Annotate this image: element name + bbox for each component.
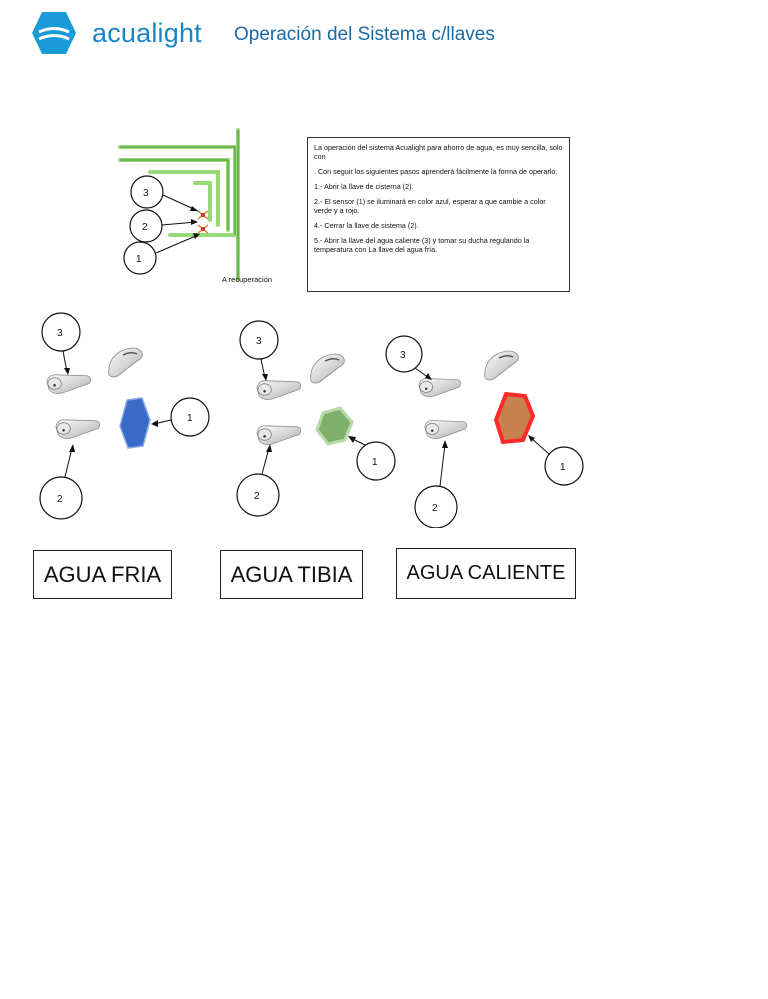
callout-2-number: 2 (142, 222, 148, 233)
cold-water-lever-icon (257, 426, 301, 445)
callout-2-number: 2 (57, 494, 63, 505)
panel-agua-tibia (225, 318, 405, 528)
sensor-hexagon-icon (317, 408, 352, 444)
callout-3-number: 3 (143, 188, 149, 199)
instructions-box (307, 137, 570, 292)
diagram-caption: A recuperación (222, 275, 273, 284)
hot-water-lever-icon (257, 381, 301, 400)
callout-2 (237, 444, 279, 516)
callout-2 (40, 444, 82, 519)
callout-1-number: 1 (187, 413, 193, 424)
hot-water-lever-icon (419, 379, 461, 397)
panel-agua-caliente (385, 318, 585, 528)
instruction-intro: La operación del sistema Acualight para ahorro de agua, es muy sencilla, solo con (314, 143, 563, 161)
callout-2-number: 2 (432, 503, 438, 514)
callout-2-number: 2 (254, 491, 260, 502)
shower-spout-icon (485, 351, 519, 380)
callout-1-number: 1 (136, 254, 142, 265)
callout-3 (240, 321, 278, 381)
callout-3-number: 3 (256, 336, 262, 347)
callout-3 (131, 176, 198, 211)
logo-hexagon-icon (30, 10, 78, 56)
instruction-step: 1.- Abrir la llave de cisterna (2). (314, 182, 414, 191)
callout-2 (130, 210, 198, 242)
cold-water-lever-icon (56, 420, 100, 439)
shower-spout-icon (109, 348, 143, 377)
callout-1 (151, 398, 209, 436)
label-agua-tibia: AGUA TIBIA (220, 550, 363, 599)
callout-1-number: 1 (560, 462, 566, 473)
callout-1 (528, 435, 583, 485)
sensor-hexagon-icon (496, 394, 533, 442)
callout-3 (386, 336, 432, 380)
pipe-diagram (110, 125, 300, 285)
sensor-hexagon-icon (120, 398, 150, 448)
hot-water-lever-icon (47, 375, 91, 394)
label-agua-caliente: AGUA CALIENTE (396, 548, 576, 599)
callout-3-number: 3 (400, 350, 406, 361)
instruction-step: 5.- Abrir la llave del agua caliente (3) y tomar su ducha regulando la temperatura con La llave del agua fría. (314, 236, 530, 254)
brand-logo (30, 10, 78, 56)
panel-agua-fria (30, 312, 220, 522)
brand-name: acualight (92, 18, 202, 48)
instruction-note: . Con seguir los siguientes pasos aprenderá fácilmente la forma de operarlo. (314, 167, 558, 176)
callout-3-number: 3 (57, 328, 63, 339)
cold-water-lever-icon (425, 421, 467, 439)
callout-3 (42, 313, 80, 375)
callout-1 (124, 233, 200, 274)
instruction-step: 2.- El sensor (1) se iluminará en color azul, esperar a que cambie a color verde y a rojo. (314, 197, 546, 215)
label-agua-fria: AGUA FRIA (33, 550, 172, 599)
instruction-step: 4.- Cerrar la llave de sistema (2). (314, 221, 419, 230)
page-title: Operación del Sistema c/llaves (234, 24, 495, 45)
callout-2 (415, 440, 457, 528)
shower-spout-icon (311, 354, 345, 383)
callout-1-number: 1 (372, 457, 378, 468)
